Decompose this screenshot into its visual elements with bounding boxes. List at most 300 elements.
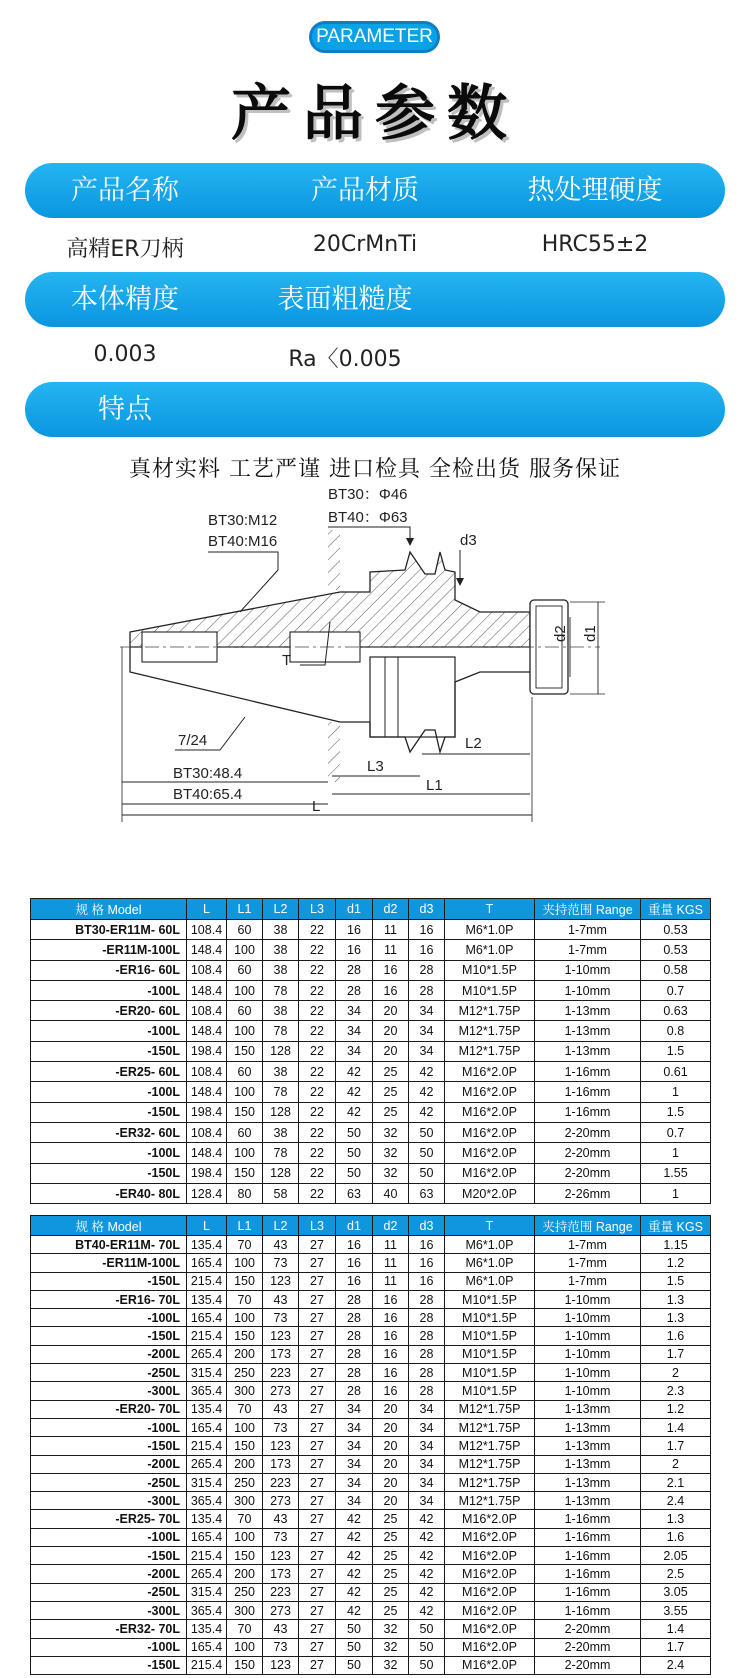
table-cell: 11 — [373, 1236, 409, 1254]
table-cell: 34 — [336, 1021, 373, 1041]
table-cell: 43 — [263, 1620, 299, 1638]
table-cell: 43 — [263, 1236, 299, 1254]
table-cell: 11 — [373, 940, 409, 960]
column-header: 夹持范围 Range — [535, 899, 641, 920]
model-cell: -150L — [31, 1656, 187, 1674]
table-cell: 1-16mm — [535, 1583, 641, 1601]
table-cell: M16*2.0P — [445, 1062, 535, 1082]
table-cell: M12*1.75P — [445, 1001, 535, 1021]
table-cell: 1.6 — [641, 1528, 711, 1546]
table-cell: 50 — [409, 1163, 445, 1183]
spec-table-bt30 — [30, 898, 711, 1204]
model-cell: -150L — [31, 1163, 187, 1183]
table-cell: 250 — [227, 1473, 263, 1491]
table-cell: 60 — [227, 1001, 263, 1021]
table-cell: 63 — [336, 1183, 373, 1203]
table-row — [31, 940, 711, 960]
table-row — [31, 1345, 711, 1363]
model-cell: -200L — [31, 1345, 187, 1363]
table-cell: 1.7 — [641, 1437, 711, 1455]
table-cell: 22 — [299, 940, 336, 960]
table-cell: 42 — [336, 1102, 373, 1122]
model-cell: -100L — [31, 1082, 187, 1102]
table-cell: 20 — [373, 1418, 409, 1436]
table-cell: 32 — [373, 1638, 409, 1656]
table-row — [31, 1473, 711, 1491]
table-cell: 2-20mm — [535, 1122, 641, 1142]
table-cell: 38 — [263, 1122, 299, 1142]
table-cell: M12*1.75P — [445, 1437, 535, 1455]
table-cell: 300 — [227, 1382, 263, 1400]
info-band-material — [25, 163, 725, 218]
table-cell: 38 — [263, 1062, 299, 1082]
table-cell: 22 — [299, 1041, 336, 1061]
table-cell: 1-10mm — [535, 1309, 641, 1327]
table-cell: M12*1.75P — [445, 1473, 535, 1491]
table-cell: 43 — [263, 1400, 299, 1418]
table-cell: 60 — [227, 920, 263, 940]
model-cell: -200L — [31, 1565, 187, 1583]
table-row — [31, 1122, 711, 1142]
table-cell: 27 — [299, 1601, 336, 1619]
table-cell: 198.4 — [187, 1163, 227, 1183]
table-cell: M20*2.0P — [445, 1183, 535, 1203]
table-cell: 0.63 — [641, 1001, 711, 1021]
table-cell: 20 — [373, 1041, 409, 1061]
table-cell: 78 — [263, 980, 299, 1000]
table-cell: 16 — [373, 960, 409, 980]
table-cell: 16 — [409, 1236, 445, 1254]
table-cell: 1.7 — [641, 1345, 711, 1363]
table-cell: 34 — [336, 1492, 373, 1510]
table-cell: 0.53 — [641, 940, 711, 960]
table-cell: 123 — [263, 1547, 299, 1565]
table-cell: 43 — [263, 1510, 299, 1528]
table-cell: 1 — [641, 1143, 711, 1163]
table-cell: 42 — [409, 1510, 445, 1528]
table-cell: 42 — [336, 1583, 373, 1601]
table-cell: 25 — [373, 1510, 409, 1528]
table-cell: 223 — [263, 1473, 299, 1491]
table-cell: 34 — [336, 1418, 373, 1436]
table-cell: 1-16mm — [535, 1510, 641, 1528]
table-cell: 60 — [227, 1122, 263, 1142]
table-cell: 16 — [373, 1309, 409, 1327]
table-cell: 365.4 — [187, 1492, 227, 1510]
table-cell: 70 — [227, 1236, 263, 1254]
table-cell: 1.4 — [641, 1620, 711, 1638]
table-cell: 123 — [263, 1327, 299, 1345]
table-cell: 38 — [263, 940, 299, 960]
table-cell: 78 — [263, 1021, 299, 1041]
table-cell: M16*2.0P — [445, 1547, 535, 1565]
table-cell: 2.4 — [641, 1656, 711, 1674]
table-cell: 1-13mm — [535, 1021, 641, 1041]
model-cell: -250L — [31, 1583, 187, 1601]
table-cell: 42 — [409, 1565, 445, 1583]
table-cell: 34 — [409, 1492, 445, 1510]
table-cell: 1-16mm — [535, 1601, 641, 1619]
column-header: 夹持范围 Range — [535, 1216, 641, 1236]
table-cell: 58 — [263, 1183, 299, 1203]
table-cell: 1-10mm — [535, 1345, 641, 1363]
table-cell: 365.4 — [187, 1382, 227, 1400]
table-cell: 32 — [373, 1163, 409, 1183]
table-cell: M12*1.75P — [445, 1041, 535, 1061]
table-cell: 198.4 — [187, 1041, 227, 1061]
table-cell: 1-7mm — [535, 920, 641, 940]
table-cell: 2-20mm — [535, 1143, 641, 1163]
table-cell: 27 — [299, 1455, 336, 1473]
value-precision: 0.003 — [93, 342, 157, 367]
table-cell: 1-16mm — [535, 1082, 641, 1102]
table-cell: 34 — [409, 1455, 445, 1473]
table-cell: 20 — [373, 1001, 409, 1021]
model-cell: -100L — [31, 980, 187, 1000]
label-flange-bt30: BT30：Φ46 — [328, 486, 408, 503]
table-cell: 42 — [336, 1528, 373, 1546]
value-product-name: 高精ER刀柄 — [66, 237, 184, 262]
table-cell: 0.53 — [641, 920, 711, 940]
table-cell: 34 — [409, 1041, 445, 1061]
table-cell: 34 — [336, 1001, 373, 1021]
spec-table-bt40 — [30, 1215, 711, 1675]
table-cell: 1-13mm — [535, 1492, 641, 1510]
table-cell: 1-13mm — [535, 1473, 641, 1491]
table-cell: 108.4 — [187, 960, 227, 980]
table-cell: 50 — [409, 1143, 445, 1163]
table-cell: M6*1.0P — [445, 1236, 535, 1254]
model-cell: -150L — [31, 1272, 187, 1290]
table-cell: 50 — [409, 1656, 445, 1674]
table-cell: 60 — [227, 1062, 263, 1082]
table-cell: 27 — [299, 1236, 336, 1254]
table-cell: M6*1.0P — [445, 1272, 535, 1290]
model-cell: -150L — [31, 1327, 187, 1345]
column-header: d3 — [409, 899, 445, 920]
table-cell: 1.55 — [641, 1163, 711, 1183]
label-L2: L2 — [465, 735, 482, 752]
value-material: 20CrMnTi — [312, 232, 418, 257]
table-cell: 42 — [336, 1082, 373, 1102]
table-cell: 128.4 — [187, 1183, 227, 1203]
table-cell: M12*1.75P — [445, 1400, 535, 1418]
table-cell: 73 — [263, 1254, 299, 1272]
band-label-hardness: 热处理硬度 — [527, 175, 663, 206]
table-cell: 27 — [299, 1638, 336, 1656]
table-cell: 150 — [227, 1327, 263, 1345]
table-cell: 1.7 — [641, 1638, 711, 1656]
table-cell: 150 — [227, 1437, 263, 1455]
table-cell: 273 — [263, 1601, 299, 1619]
table-cell: 34 — [336, 1437, 373, 1455]
table-cell: 100 — [227, 940, 263, 960]
table-cell: M16*2.0P — [445, 1143, 535, 1163]
table-cell: 25 — [373, 1547, 409, 1565]
table-cell: M16*2.0P — [445, 1163, 535, 1183]
table-cell: 100 — [227, 1418, 263, 1436]
table-cell: 1-7mm — [535, 1272, 641, 1290]
table-cell: 50 — [409, 1620, 445, 1638]
table-cell: 100 — [227, 1309, 263, 1327]
table-cell: 265.4 — [187, 1345, 227, 1363]
table-cell: 27 — [299, 1254, 336, 1272]
table-cell: 108.4 — [187, 920, 227, 940]
column-header: L — [187, 1216, 227, 1236]
table-cell: 315.4 — [187, 1583, 227, 1601]
column-header: L1 — [227, 1216, 263, 1236]
table-cell: M10*1.5P — [445, 1309, 535, 1327]
table-cell: 135.4 — [187, 1400, 227, 1418]
model-cell: -ER25- 60L — [31, 1062, 187, 1082]
table-cell: M16*2.0P — [445, 1656, 535, 1674]
table-cell: M12*1.75P — [445, 1021, 535, 1041]
table-row — [31, 1565, 711, 1583]
table-cell: 22 — [299, 1143, 336, 1163]
table-cell: 273 — [263, 1492, 299, 1510]
table-cell: M10*1.5P — [445, 1327, 535, 1345]
table-cell: 1-13mm — [535, 1437, 641, 1455]
table-row — [31, 1183, 711, 1203]
table-cell: 315.4 — [187, 1364, 227, 1382]
table-row — [31, 1382, 711, 1400]
table-cell: 1-13mm — [535, 1041, 641, 1061]
table-cell: 165.4 — [187, 1418, 227, 1436]
column-header: d2 — [373, 1216, 409, 1236]
table-cell: 16 — [373, 1364, 409, 1382]
table-row — [31, 1143, 711, 1163]
table-cell: 50 — [336, 1122, 373, 1142]
table-cell: 22 — [299, 1082, 336, 1102]
label-d1: d1 — [582, 625, 599, 642]
table-cell: 20 — [373, 1455, 409, 1473]
table-cell: 1.3 — [641, 1309, 711, 1327]
table-cell: 1-16mm — [535, 1102, 641, 1122]
column-header: d2 — [373, 899, 409, 920]
table-cell: 42 — [409, 1547, 445, 1565]
column-header: d1 — [336, 1216, 373, 1236]
table-cell: 16 — [409, 920, 445, 940]
table-cell: 25 — [373, 1583, 409, 1601]
table-cell: 27 — [299, 1547, 336, 1565]
model-cell: -ER11M-100L — [31, 940, 187, 960]
table-cell: 1.5 — [641, 1041, 711, 1061]
table-cell: 1-7mm — [535, 1254, 641, 1272]
table-cell: 1.2 — [641, 1254, 711, 1272]
model-cell: -300L — [31, 1601, 187, 1619]
table-cell: 0.8 — [641, 1021, 711, 1041]
table-cell: 73 — [263, 1638, 299, 1656]
model-cell: -150L — [31, 1102, 187, 1122]
column-header: T — [445, 1216, 535, 1236]
table-cell: 50 — [336, 1143, 373, 1163]
table-cell: M16*2.0P — [445, 1082, 535, 1102]
table-row — [31, 1021, 711, 1041]
table-cell: 22 — [299, 1102, 336, 1122]
table-row — [31, 1510, 711, 1528]
model-cell: -ER32- 70L — [31, 1620, 187, 1638]
column-header: 重量 KGS — [641, 899, 711, 920]
table-cell: 100 — [227, 1082, 263, 1102]
table-row — [31, 1455, 711, 1473]
table-cell: 27 — [299, 1528, 336, 1546]
table-cell: 1.2 — [641, 1400, 711, 1418]
table-cell: 1.5 — [641, 1102, 711, 1122]
table-row — [31, 1254, 711, 1272]
table-cell: 1-16mm — [535, 1547, 641, 1565]
table-cell: M16*2.0P — [445, 1638, 535, 1656]
table-cell: 173 — [263, 1565, 299, 1583]
table-cell: 1-13mm — [535, 1455, 641, 1473]
table-cell: 32 — [373, 1620, 409, 1638]
model-cell: -ER16- 60L — [31, 960, 187, 980]
table-row — [31, 960, 711, 980]
table-cell: 27 — [299, 1309, 336, 1327]
table-cell: 3.05 — [641, 1583, 711, 1601]
column-header: T — [445, 899, 535, 920]
table-cell: 16 — [336, 1272, 373, 1290]
model-cell: -ER11M-100L — [31, 1254, 187, 1272]
table-cell: 100 — [227, 1021, 263, 1041]
column-header: L3 — [299, 899, 336, 920]
table-cell: 27 — [299, 1583, 336, 1601]
parameter-badge: PARAMETER — [309, 21, 440, 53]
table-cell: 27 — [299, 1400, 336, 1418]
table-cell: 34 — [336, 1041, 373, 1061]
table-cell: M12*1.75P — [445, 1418, 535, 1436]
table-cell: 25 — [373, 1082, 409, 1102]
table-cell: 2 — [641, 1364, 711, 1382]
table-cell: 80 — [227, 1183, 263, 1203]
table-cell: M16*2.0P — [445, 1510, 535, 1528]
label-len-bt40: BT40:65.4 — [173, 786, 243, 803]
table-row — [31, 1001, 711, 1021]
feature-slogan: 真材实料 工艺严谨 进口检具 全检出货 服务保证 — [129, 457, 621, 482]
table-cell: 42 — [409, 1062, 445, 1082]
table-cell: 28 — [336, 980, 373, 1000]
table-cell: 108.4 — [187, 1122, 227, 1142]
table-cell: 42 — [409, 1528, 445, 1546]
table-row — [31, 1528, 711, 1546]
table-cell: 38 — [263, 1001, 299, 1021]
table-cell: M10*1.5P — [445, 980, 535, 1000]
table-cell: 100 — [227, 1143, 263, 1163]
table-cell: 1.3 — [641, 1290, 711, 1308]
table-cell: 135.4 — [187, 1510, 227, 1528]
table-cell: 2-20mm — [535, 1620, 641, 1638]
table-cell: 42 — [336, 1062, 373, 1082]
table-cell: 50 — [336, 1620, 373, 1638]
model-cell: -150L — [31, 1437, 187, 1455]
table-cell: 22 — [299, 960, 336, 980]
table-cell: 0.61 — [641, 1062, 711, 1082]
column-header: 规 格 Model — [31, 899, 187, 920]
table-cell: 20 — [373, 1021, 409, 1041]
table-cell: 38 — [263, 960, 299, 980]
table-cell: 28 — [336, 1309, 373, 1327]
column-header: d1 — [336, 899, 373, 920]
table-cell: 1-13mm — [535, 1400, 641, 1418]
table-cell: 27 — [299, 1345, 336, 1363]
table-cell: 27 — [299, 1510, 336, 1528]
table-cell: 2.4 — [641, 1492, 711, 1510]
table-cell: 42 — [409, 1601, 445, 1619]
table-cell: 273 — [263, 1382, 299, 1400]
table-cell: 100 — [227, 1254, 263, 1272]
model-cell: -100L — [31, 1143, 187, 1163]
table-cell: 25 — [373, 1062, 409, 1082]
model-cell: -ER20- 70L — [31, 1400, 187, 1418]
table-cell: 34 — [409, 1400, 445, 1418]
table-cell: 73 — [263, 1418, 299, 1436]
table-cell: 108.4 — [187, 1001, 227, 1021]
table-cell: M16*2.0P — [445, 1601, 535, 1619]
table-cell: 16 — [409, 1254, 445, 1272]
page-title: 产品参数 — [231, 79, 519, 149]
table-cell: 42 — [336, 1565, 373, 1583]
table-cell: 16 — [373, 1345, 409, 1363]
table-cell: 25 — [373, 1565, 409, 1583]
table-cell: M12*1.75P — [445, 1492, 535, 1510]
table-cell: M16*2.0P — [445, 1583, 535, 1601]
table-cell: 20 — [373, 1473, 409, 1491]
table-cell: 27 — [299, 1272, 336, 1290]
table-cell: 40 — [373, 1183, 409, 1203]
tool-holder-drawing — [100, 482, 680, 872]
table-cell: 16 — [336, 920, 373, 940]
table-cell: 200 — [227, 1565, 263, 1583]
column-header: 重量 KGS — [641, 1216, 711, 1236]
table-cell: 223 — [263, 1583, 299, 1601]
table-cell: 34 — [336, 1400, 373, 1418]
table-cell: 223 — [263, 1364, 299, 1382]
table-cell: 1-16mm — [535, 1565, 641, 1583]
table-cell: 73 — [263, 1528, 299, 1546]
table-cell: 16 — [336, 940, 373, 960]
table-cell: 34 — [409, 1001, 445, 1021]
table-cell: 16 — [373, 1382, 409, 1400]
table-cell: 28 — [409, 980, 445, 1000]
table-cell: M10*1.5P — [445, 1382, 535, 1400]
table-cell: 34 — [409, 1021, 445, 1041]
table-cell: 1-10mm — [535, 1327, 641, 1345]
table-cell: 50 — [409, 1122, 445, 1142]
table-cell: 27 — [299, 1364, 336, 1382]
table-cell: 100 — [227, 1638, 263, 1656]
model-cell: -300L — [31, 1492, 187, 1510]
table-cell: 200 — [227, 1455, 263, 1473]
info-band-features — [25, 382, 725, 437]
table-cell: 28 — [409, 1345, 445, 1363]
table-cell: 315.4 — [187, 1473, 227, 1491]
table-cell: 200 — [227, 1345, 263, 1363]
table-cell: 148.4 — [187, 980, 227, 1000]
table-cell: 22 — [299, 1062, 336, 1082]
table-cell: 16 — [409, 1272, 445, 1290]
table-cell: 0.58 — [641, 960, 711, 980]
label-d2: d2 — [552, 625, 569, 642]
model-cell: BT30-ER11M- 60L — [31, 920, 187, 940]
table-cell: 22 — [299, 1122, 336, 1142]
table-cell: 20 — [373, 1400, 409, 1418]
table-cell: 173 — [263, 1345, 299, 1363]
table-cell: 28 — [336, 1290, 373, 1308]
table-cell: M16*2.0P — [445, 1565, 535, 1583]
table-cell: 42 — [409, 1583, 445, 1601]
table-cell: M6*1.0P — [445, 920, 535, 940]
table-cell: 0.7 — [641, 980, 711, 1000]
table-cell: M10*1.5P — [445, 1364, 535, 1382]
